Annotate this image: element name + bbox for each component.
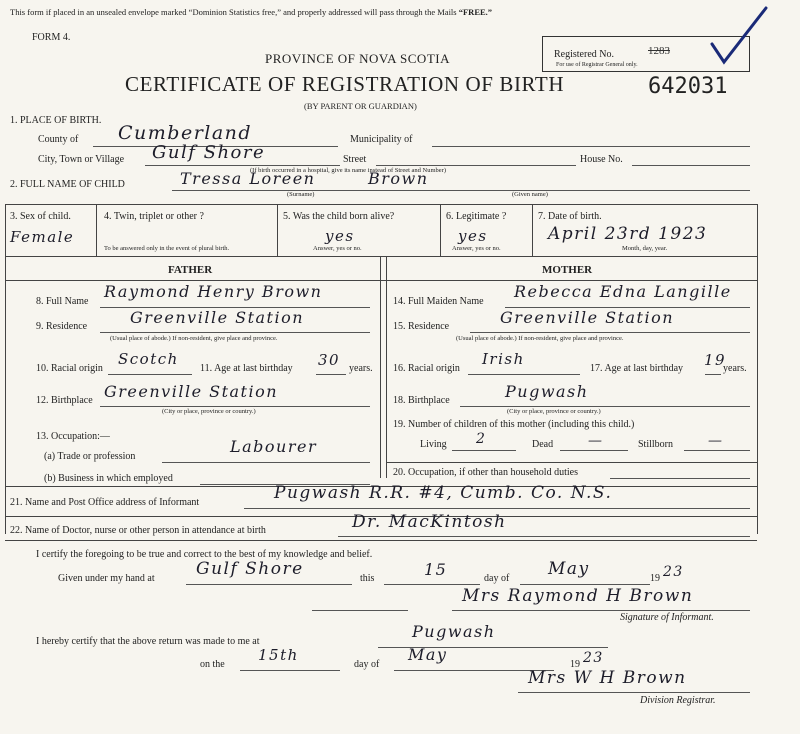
box-divider-2 (277, 204, 278, 256)
mother-age-label: 17. Age at last birthday (590, 363, 684, 374)
father-age-line (316, 374, 346, 375)
registrar-day-line (240, 670, 340, 671)
father-birthplace-label: 12. Birthplace (36, 395, 93, 406)
child-given-name: Tressa Loreen (180, 169, 316, 188)
registrar-day: 15th (258, 646, 299, 664)
child-name-label: 2. FULL NAME OF CHILD (10, 179, 125, 190)
father-racial-value: Scotch (118, 350, 179, 368)
county-value: Cumberland (118, 122, 253, 144)
form-number: FORM 4. (32, 32, 71, 43)
mother-name-value: Rebecca Edna Langille (514, 282, 732, 301)
mother-racial-line (468, 374, 580, 375)
registrar-year: 23 (583, 650, 604, 666)
father-business-label: (b) Business in which employed (44, 473, 173, 484)
this-label: this (360, 573, 375, 584)
stillborn-label: Stillborn (638, 439, 674, 450)
mother-racial-value: Irish (482, 350, 525, 368)
street-line (376, 165, 576, 166)
certify-year-prefix: 19 (650, 573, 660, 584)
informant-signature: Mrs Raymond H Brown (462, 586, 694, 606)
mother-birthplace-note: (City or place, province or country.) (507, 408, 601, 415)
father-age-label: 11. Age at last birthday (200, 363, 293, 374)
stillborn-value: — (708, 433, 724, 449)
postal-note-text: This form if placed in an unsealed envelope marked “Dominion Statistics free,” and properly addressed will pass through the Mails (10, 7, 457, 17)
father-trade-line (162, 462, 370, 463)
left-border (5, 204, 6, 534)
dob-note: Month, day, year. (622, 245, 668, 252)
day-line (384, 584, 480, 585)
street-label: Street (343, 154, 367, 165)
postal-note (10, 8, 492, 17)
certify-statement: I certify the foregoing to be true and correct to the best of my knowledge and belief. (36, 549, 373, 560)
informant-signature-label: Signature of Informant. (620, 612, 714, 623)
registration-number: 642031 (648, 74, 728, 99)
father-birthplace-note: (City or place, province or country.) (162, 408, 256, 415)
registered-label: Registered No. (554, 49, 614, 60)
father-residence-line (100, 332, 370, 333)
given-name-note: (Given name) (512, 191, 548, 198)
house-label: House No. (580, 154, 623, 165)
mother-children-label: 19. Number of children of this mother (including this child.) (393, 419, 635, 430)
given-under-label: Given under my hand at (58, 573, 155, 584)
twin-note: To be answered only in the event of plural birth. (104, 245, 230, 252)
street-note: (If birth occurred in a hospital, give its name instead of Street and Number) (250, 167, 447, 174)
father-age-value: 30 (318, 351, 341, 369)
legitimate-label: 6. Legitimate ? (446, 211, 507, 222)
child-surname: Brown (368, 169, 429, 188)
registrar-signature-line (518, 692, 750, 693)
dead-label: Dead (532, 439, 554, 450)
sex-value: Female (10, 228, 75, 246)
registrar-signature: Mrs W H Brown (528, 668, 687, 688)
checkmark-icon (700, 4, 770, 68)
box-divider-1 (96, 204, 97, 256)
informant-line (244, 508, 750, 509)
doctor-line (338, 536, 750, 537)
father-residence-value: Greenville Station (130, 308, 305, 327)
father-name-label: 8. Full Name (36, 296, 89, 307)
father-heading: FATHER (168, 264, 213, 276)
father-trade-label: (a) Trade or profession (44, 451, 136, 462)
box-row-top (5, 204, 757, 205)
month-line (520, 584, 650, 585)
certify-year: 23 (663, 564, 684, 580)
father-birthplace-value: Greenville Station (104, 382, 279, 401)
box-divider-4 (532, 204, 533, 256)
dead-line (560, 450, 628, 451)
right-border (757, 204, 758, 534)
legitimate-value: yes (458, 227, 488, 245)
mother-residence-label: 15. Residence (393, 321, 450, 332)
mother-birthplace-line (460, 406, 750, 407)
city-label: City, Town or Village (38, 154, 125, 165)
signature-short-line (312, 610, 408, 611)
mother-heading: MOTHER (542, 264, 593, 276)
certificate-title: CERTIFICATE OF REGISTRATION OF BIRTH (125, 72, 565, 96)
child-name-line (172, 190, 750, 191)
informant-value: Pugwash R.R. #4, Cumb. Co. N.S. (274, 483, 613, 503)
mother-occupation-line (610, 478, 750, 479)
dob-label: 7. Date of birth. (538, 211, 602, 222)
registrar-day-of-label: day of (354, 659, 380, 670)
certificate-subtitle: (BY PARENT OR GUARDIAN) (304, 101, 417, 111)
alive-label: 5. Was the child born alive? (283, 211, 395, 222)
place-of-birth-label: 1. PLACE OF BIRTH. (10, 115, 102, 126)
mother-occupation-rule (386, 462, 757, 463)
registrar-month: May (408, 645, 448, 664)
alive-note: Answer, yes or no. (313, 245, 362, 252)
living-label: Living (420, 439, 447, 450)
father-residence-note: (Usual place of abode.) If non-resident, give place and province. (110, 335, 278, 342)
mother-racial-label: 16. Racial origin (393, 363, 460, 374)
day-of-label: day of (484, 573, 510, 584)
box-row-bottom (5, 256, 757, 257)
mother-residence-note: (Usual place of abode.) If non-resident, give place and province. (456, 335, 624, 342)
father-birthplace-line (100, 406, 370, 407)
mother-age-value: 19 (704, 351, 727, 369)
parents-heading-line (5, 280, 757, 281)
living-value: 2 (476, 431, 487, 447)
dob-value: April 23rd 1923 (548, 224, 708, 244)
registrar-year-prefix: 19 (570, 659, 580, 670)
twin-label: 4. Twin, triplet or other ? (104, 211, 204, 222)
mother-name-label: 14. Full Maiden Name (393, 296, 484, 307)
dead-value: — (588, 433, 604, 449)
informant-label: 21. Name and Post Office address of Informant (10, 497, 200, 508)
county-label: County of (38, 134, 79, 145)
father-occupation-label: 13. Occupation:— (36, 431, 110, 442)
postal-note-free: “FREE.” (458, 7, 493, 17)
father-racial-line (108, 374, 192, 375)
mother-residence-value: Greenville Station (500, 308, 675, 327)
alive-value: yes (325, 227, 355, 245)
living-line (452, 450, 516, 451)
given-place-value: Gulf Shore (196, 559, 304, 579)
father-trade-value: Labourer (230, 437, 318, 456)
registrar-signature-label: Division Registrar. (640, 695, 716, 706)
parents-divider-2 (386, 256, 387, 478)
doctor-bottom-rule (5, 540, 757, 541)
parents-divider (380, 256, 381, 478)
box-divider-3 (440, 204, 441, 256)
given-place-line (186, 584, 352, 585)
municipality-label: Municipality of (350, 134, 413, 145)
stillborn-line (684, 450, 750, 451)
surname-note: (Surname) (287, 191, 315, 198)
city-line (145, 165, 340, 166)
sex-label: 3. Sex of child. (10, 211, 71, 222)
mother-birthplace-label: 18. Birthplace (393, 395, 450, 406)
registrar-place: Pugwash (412, 622, 496, 641)
registrar-statement: I hereby certify that the above return was made to me at (36, 636, 260, 647)
father-racial-label: 10. Racial origin (36, 363, 103, 374)
father-name-value: Raymond Henry Brown (104, 282, 323, 301)
mother-residence-line (470, 332, 750, 333)
registered-stamp: 1283 (648, 45, 670, 57)
legitimate-note: Answer, yes or no. (452, 245, 501, 252)
father-residence-label: 9. Residence (36, 321, 88, 332)
mother-birthplace-value: Pugwash (505, 382, 589, 401)
mother-occupation-label: 20. Occupation, if other than household duties (393, 467, 578, 478)
certify-month: May (548, 559, 590, 579)
informant-signature-line (452, 610, 750, 611)
house-line (632, 165, 750, 166)
mother-age-line (705, 374, 721, 375)
municipality-line (432, 146, 750, 147)
doctor-value: Dr. MacKintosh (352, 512, 507, 532)
city-value: Gulf Shore (152, 142, 266, 163)
doctor-label: 22. Name of Doctor, nurse or other person in attendance at birth (10, 525, 266, 536)
mother-years-label: years. (723, 363, 747, 374)
on-the-label: on the (200, 659, 225, 670)
registered-note: For use of Registrar General only. (556, 62, 638, 68)
province-heading: PROVINCE OF NOVA SCOTIA (265, 51, 450, 66)
certify-day: 15 (424, 560, 448, 579)
father-years-label: years. (349, 363, 373, 374)
